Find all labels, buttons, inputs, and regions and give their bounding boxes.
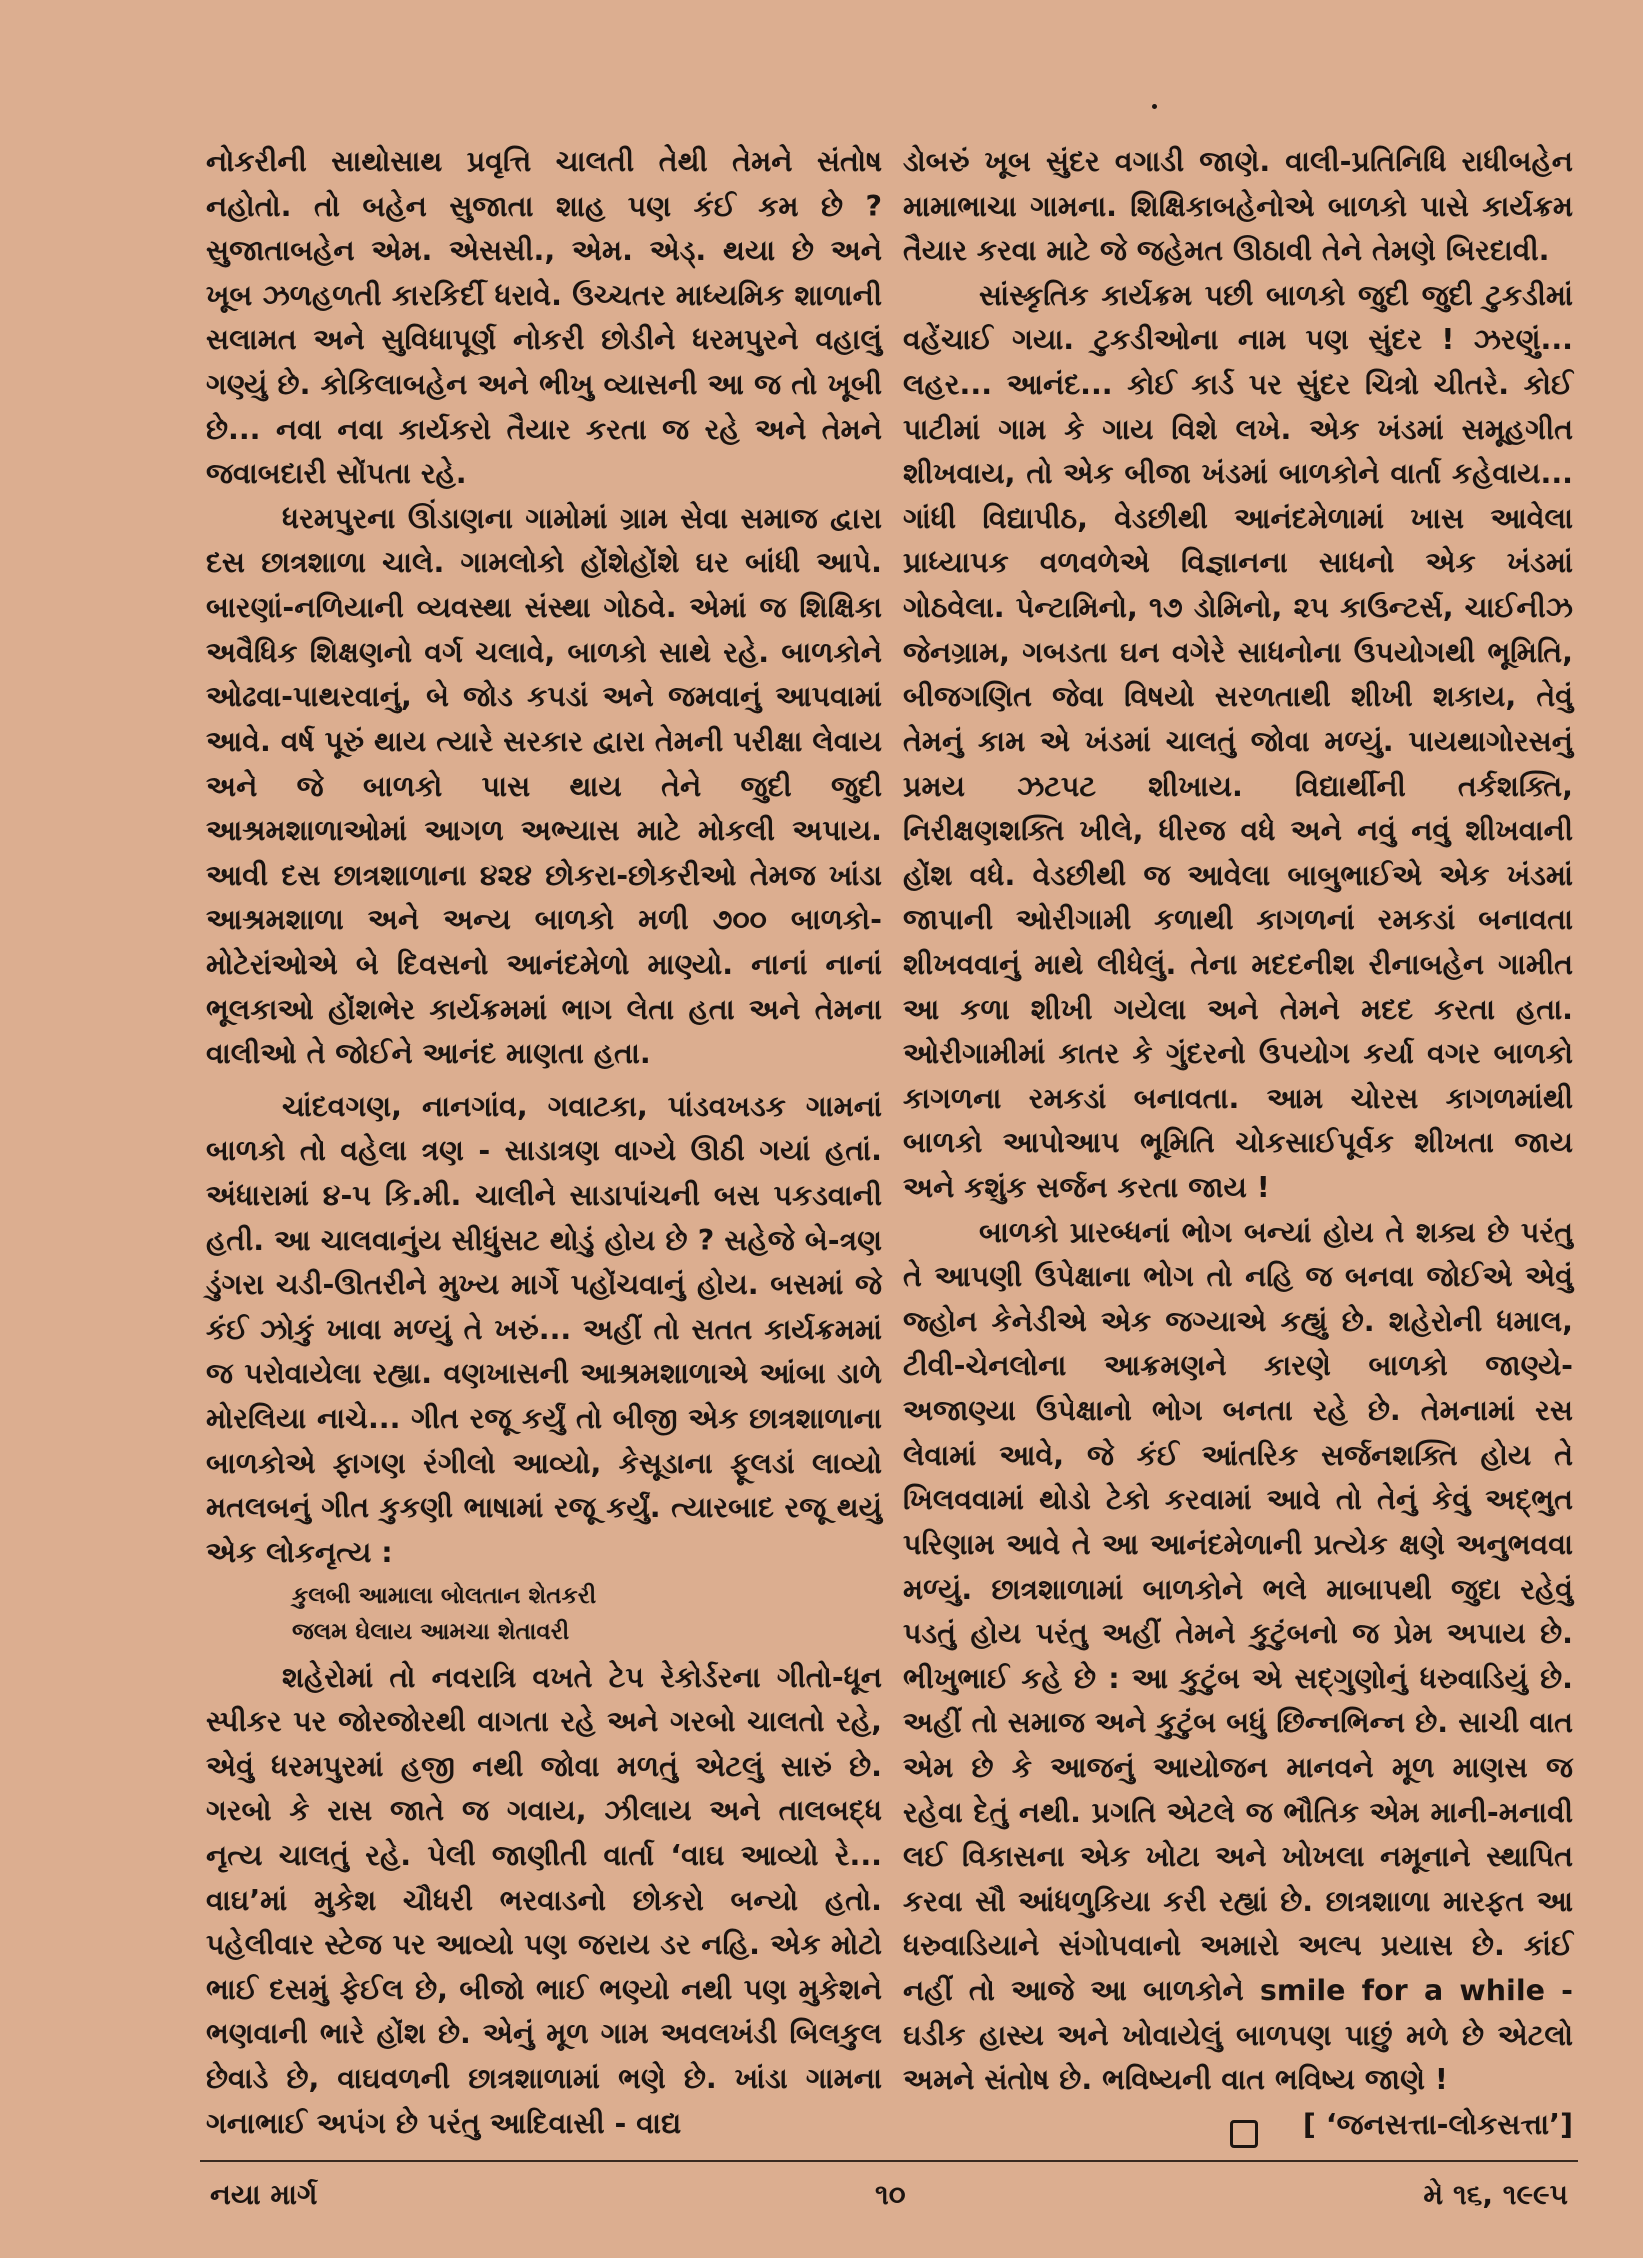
- right-column: [903, 140, 1573, 2147]
- footer-date: મે ૧૬, ૧૯૯૫: [1423, 2178, 1568, 2211]
- footer-page-number: ૧૦: [875, 2178, 906, 2211]
- print-speck: [1152, 104, 1157, 109]
- paragraph: ડોબરું ખૂબ સુંદર વગાડી જાણે. વાલી-પ્રતિનિધિ રાધીબહેન મામાભાચા ગામના. શિક્ષિકાબહેનોએ બાળકો પાસે કાર્યક્રમ તૈયાર કરવા માટે જે જહેમત ઊઠાવી તેને તેમણે બિરદાવી.: [903, 145, 1573, 268]
- footer-divider: [200, 2160, 1578, 2162]
- paragraph: નોકરીની સાથોસાથ પ્રવૃત્તિ ચાલતી તેથી તેમને સંતોષ નહોતો. તો બહેન સુજાતા શાહ પણ કંઈ કમ છે ? સુજાતાબહેન એમ. એસસી., એમ. એડ્. થયા છે અને ખૂબ ઝળહળતી કારકિર્દી ધરાવે. ઉચ્ચતર માધ્યમિક શાળાની સલામત અને સુવિધાપૂર્ણ નોકરી છોડીને ધરમપુરને વહાલું ગણ્યું છે. કોકિલાબહેન અને ભીખુ વ્યાસની આ જ તો ખૂબી છે... નવા નવા કાર્યકરો તૈયાર કરતા જ રહે અને તેમને જવાબદારી સોંપતા રહે.: [206, 145, 882, 491]
- paragraph: શહેરોમાં તો નવરાત્રિ વખતે ટેપ રેકોર્ડરના ગીતો-ધૂન સ્પીકર પર જોરજોરથી વાગતા રહે અને ગરબો ચાલતો રહે, એવું ધરમપુરમાં હજી નથી જોવા મળતું એટલું સારું છે. ગરબો કે રાસ જાતે જ ગવાય, ઝીલાય અને તાલબદ્ધ નૃત્ય ચાલતું રહે. પેલી જાણીતી વાર્તા ‘વાઘ આવ્યો રે... વાઘ’માં મુકેશ ચૌધરી ભરવાડનો છોકરો બન્યો હતો. પહેલીવાર સ્ટેજ પર આવ્યો પણ જરાય ડર નહિ. એક મોટો ભાઈ દસમું ફેઈલ છે, બીજો ભાઈ ભણ્યો નથી પણ મુકેશને ભણવાની ભારે હોંશ છે. એનું મૂળ ગામ અવલખંડી બિલકુલ છેવાડે છે, વાઘવળની છાત્રશાળામાં ભણે છે. ખાંડા ગામના ગનાભાઈ અપંગ છે પરંતુ આદિવાસી - વાદ્ય: [206, 1660, 882, 2140]
- end-of-article-box-icon: [1230, 2120, 1258, 2148]
- source-attribution: [ ‘જનસત્તા-લોકસત્તા’]: [1302, 2107, 1573, 2141]
- left-column: [206, 140, 882, 2146]
- poem-line: જલમ ઘેલાય આમચા શેતાવરી: [292, 1618, 570, 1645]
- poem-line: કુલબી આમાલા બોલતાન શેતકરી: [292, 1582, 597, 1609]
- paragraph: બાળકો પ્રારબ્ધનાં ભોગ બન્યાં હોય તે શક્ય છે પરંતુ તે આપણી ઉપેક્ષાના ભોગ તો નહિ જ બનવા જોઈએ એવું જ્હોન કેનેડીએ એક જગ્યાએ કહ્યું છે. શહેરોની ધમાલ, ટીવી-ચેનલોના આક્રમણને કારણે બાળકો જાણ્યે-અજાણ્યા ઉપેક્ષાનો ભોગ બનતા રહે છે. તેમનામાં રસ લેવામાં આવે, જે કંઈ આંતરિક સર્જનશક્તિ હોય તે ખિલવવામાં થોડો ટેકો કરવામાં આવે તો તેનું કેવું અદ્ભુત પરિણામ આવે તે આ આનંદમેળાની પ્રત્યેક ક્ષણે અનુભવવા મળ્યું. છાત્રશાળામાં બાળકોને ભલે માબાપથી જુદા રહેવું પડતું હોય પરંતુ અહીં તેમને કુટુંબનો જ પ્રેમ અપાય છે. ભીખુભાઈ કહે છે : આ કુટુંબ એ સદ્ગુણોનું ધરુવાડિયું છે. અહીં તો સમાજ અને કુટુંબ બધું છિન્નભિન્ન છે. સાચી વાત એમ છે કે આજનું આયોજન માનવને મૂળ માણસ જ રહેવા દેતું નથી. પ્રગતિ એટલે જ ભૌતિક એમ માની-મનાવી લઈ વિકાસના એક ખોટા અને ખોખલા નમૂનાને સ્થાપિત કરવા સૌ આંધળુકિયા કરી રહ્યાં છે. છાત્રશાળા મારફત આ ધરુવાડિયાને સંગોપવાનો અમારો અલ્પ પ્રયાસ છે. કાંઈ નહીં તો આજે આ બાળકોને smile for a while - ઘડીક હાસ્ય અને ખોવાયેલું બાળપણ પાછું મળે છે એટલો અમને સંતોષ છે. ભવિષ્યની વાત ભવિષ્ય જાણે !: [903, 1215, 1573, 2097]
- footer-magazine-name: નયા માર્ગ: [210, 2178, 318, 2211]
- paragraph: ધરમપુરના ઊંડાણના ગામોમાં ગ્રામ સેવા સમાજ દ્વારા દસ છાત્રશાળા ચાલે. ગામલોકો હોંશેહોંશે ઘર બાંધી આપે. બારણાં-નળિયાની વ્યવસ્થા સંસ્થા ગોઠવે. એમાં જ શિક્ષિકા અવૈધિક શિક્ષણનો વર્ગ ચલાવે, બાળકો સાથે રહે. બાળકોને ઓઢવા-પાથરવાનું, બે જોડ કપડાં અને જમવાનું આપવામાં આવે. વર્ષ પૂરું થાય ત્યારે સરકાર દ્વારા તેમની પરીક્ષા લેવાય અને જે બાળકો પાસ થાય તેને જુદી જુદી આશ્રમશાળાઓમાં આગળ અભ્યાસ માટે મોકલી અપાય. આવી દસ છાત્રશાળાના ૪૨૪ છોકરા-છોકરીઓ તેમજ ખાંડા આશ્રમશાળા અને અન્ય બાળકો મળી ૭૦૦ બાળકો-મોટેરાંઓએ બે દિવસનો આનંદમેળો માણ્યો. નાનાં નાનાં ભૂલકાઓ હોંશભેર કાર્યક્રમમાં ભાગ લેતા હતા અને તેમના વાલીઓ તે જોઈને આનંદ માણતા હતા.: [206, 501, 882, 1071]
- paragraph: ચાંદવગણ, નાનગાંવ, ગવાટકા, પાંડવખડક ગામનાં બાળકો તો વહેલા ત્રણ - સાડાત્રણ વાગ્યે ઊઠી ગયાં હતાં. અંધારામાં ૪-૫ કિ.મી. ચાલીને સાડાપાંચની બસ પકડવાની હતી. આ ચાલવાનુંય સીધુંસટ થોડું હોય છે ? સહેજે બે-ત્રણ ડુંગરા ચડી-ઊતરીને મુખ્ય માર્ગે પહોંચવાનું હોય. બસમાં જે કંઈ ઝોકું ખાવા મળ્યું તે ખરું... અહીં તો સતત કાર્યક્રમમાં જ પરોવાયેલા રહ્યા. વણખાસની આશ્રમશાળાએ આંબા ડાળે મોરલિયા નાચે... ગીત રજૂ કર્યું તો બીજી એક છાત્રશાળાના બાળકોએ ફાગણ રંગીલો આવ્યો, કેસૂડાના ફૂલડાં લાવ્યો મતલબનું ગીત કુકણી ભાષામાં રજૂ કર્યું. ત્યારબાદ રજૂ થયું એક લોકનૃત્ય :: [206, 1089, 882, 1569]
- paragraph: સાંસ્કૃતિક કાર્યક્રમ પછી બાળકો જુદી જુદી ટુકડીમાં વહેંચાઈ ગયા. ટુકડીઓના નામ પણ સુંદર ! ઝરણું... લહર... આનંદ... કોઈ કાર્ડ પર સુંદર ચિત્રો ચીતરે. કોઈ પાટીમાં ગામ કે ગાય વિશે લખે. એક ખંડમાં સમૂહગીત શીખવાય, તો એક બીજા ખંડમાં બાળકોને વાર્તા કહેવાય... ગાંધી વિદ્યાપીઠ, વેડછીથી આનંદમેળામાં ખાસ આવેલા પ્રાધ્યાપક વળવળેએ વિજ્ઞાનના સાધનો એક ખંડમાં ગોઠવેલા. પેન્ટામિનો, ૧૭ ડોમિનો, ૨૫ કાઉન્ટર્સ, ચાઈનીઝ જેનગ્રામ, ગબડતા ઘન વગેરે સાધનોના ઉપયોગથી ભૂમિતિ, બીજગણિત જેવા વિષયો સરળતાથી શીખી શકાય, તેવું તેમનું કામ એ ખંડમાં ચાલતું જોવા મળ્યું. પાયથાગોરસનું પ્રમય ઝટપટ શીખાય. વિદ્યાર્થીની તર્કશક્તિ, નિરીક્ષણશક્તિ ખીલે, ધીરજ વધે અને નવું નવું શીખવાની હોંશ વધે. વેડછીથી જ આવેલા બાબુભાઈએ એક ખંડમાં જાપાની ઓરીગામી કળાથી કાગળનાં રમકડાં બનાવતા શીખવવાનું માથે લીધેલું. તેના મદદનીશ રીનાબહેન ગામીત આ કળા શીખી ગયેલા અને તેમને મદદ કરતા હતા. ઓરીગામીમાં કાતર કે ગુંદરનો ઉપયોગ કર્યા વગર બાળકો કાગળના રમકડાં બનાવતા. આમ ચોરસ કાગળમાંથી બાળકો આપોઆપ ભૂમિતિ ચોકસાઈપૂર્વક શીખતા જાય અને કશુંક સર્જન કરતા જાય !: [903, 278, 1573, 1205]
